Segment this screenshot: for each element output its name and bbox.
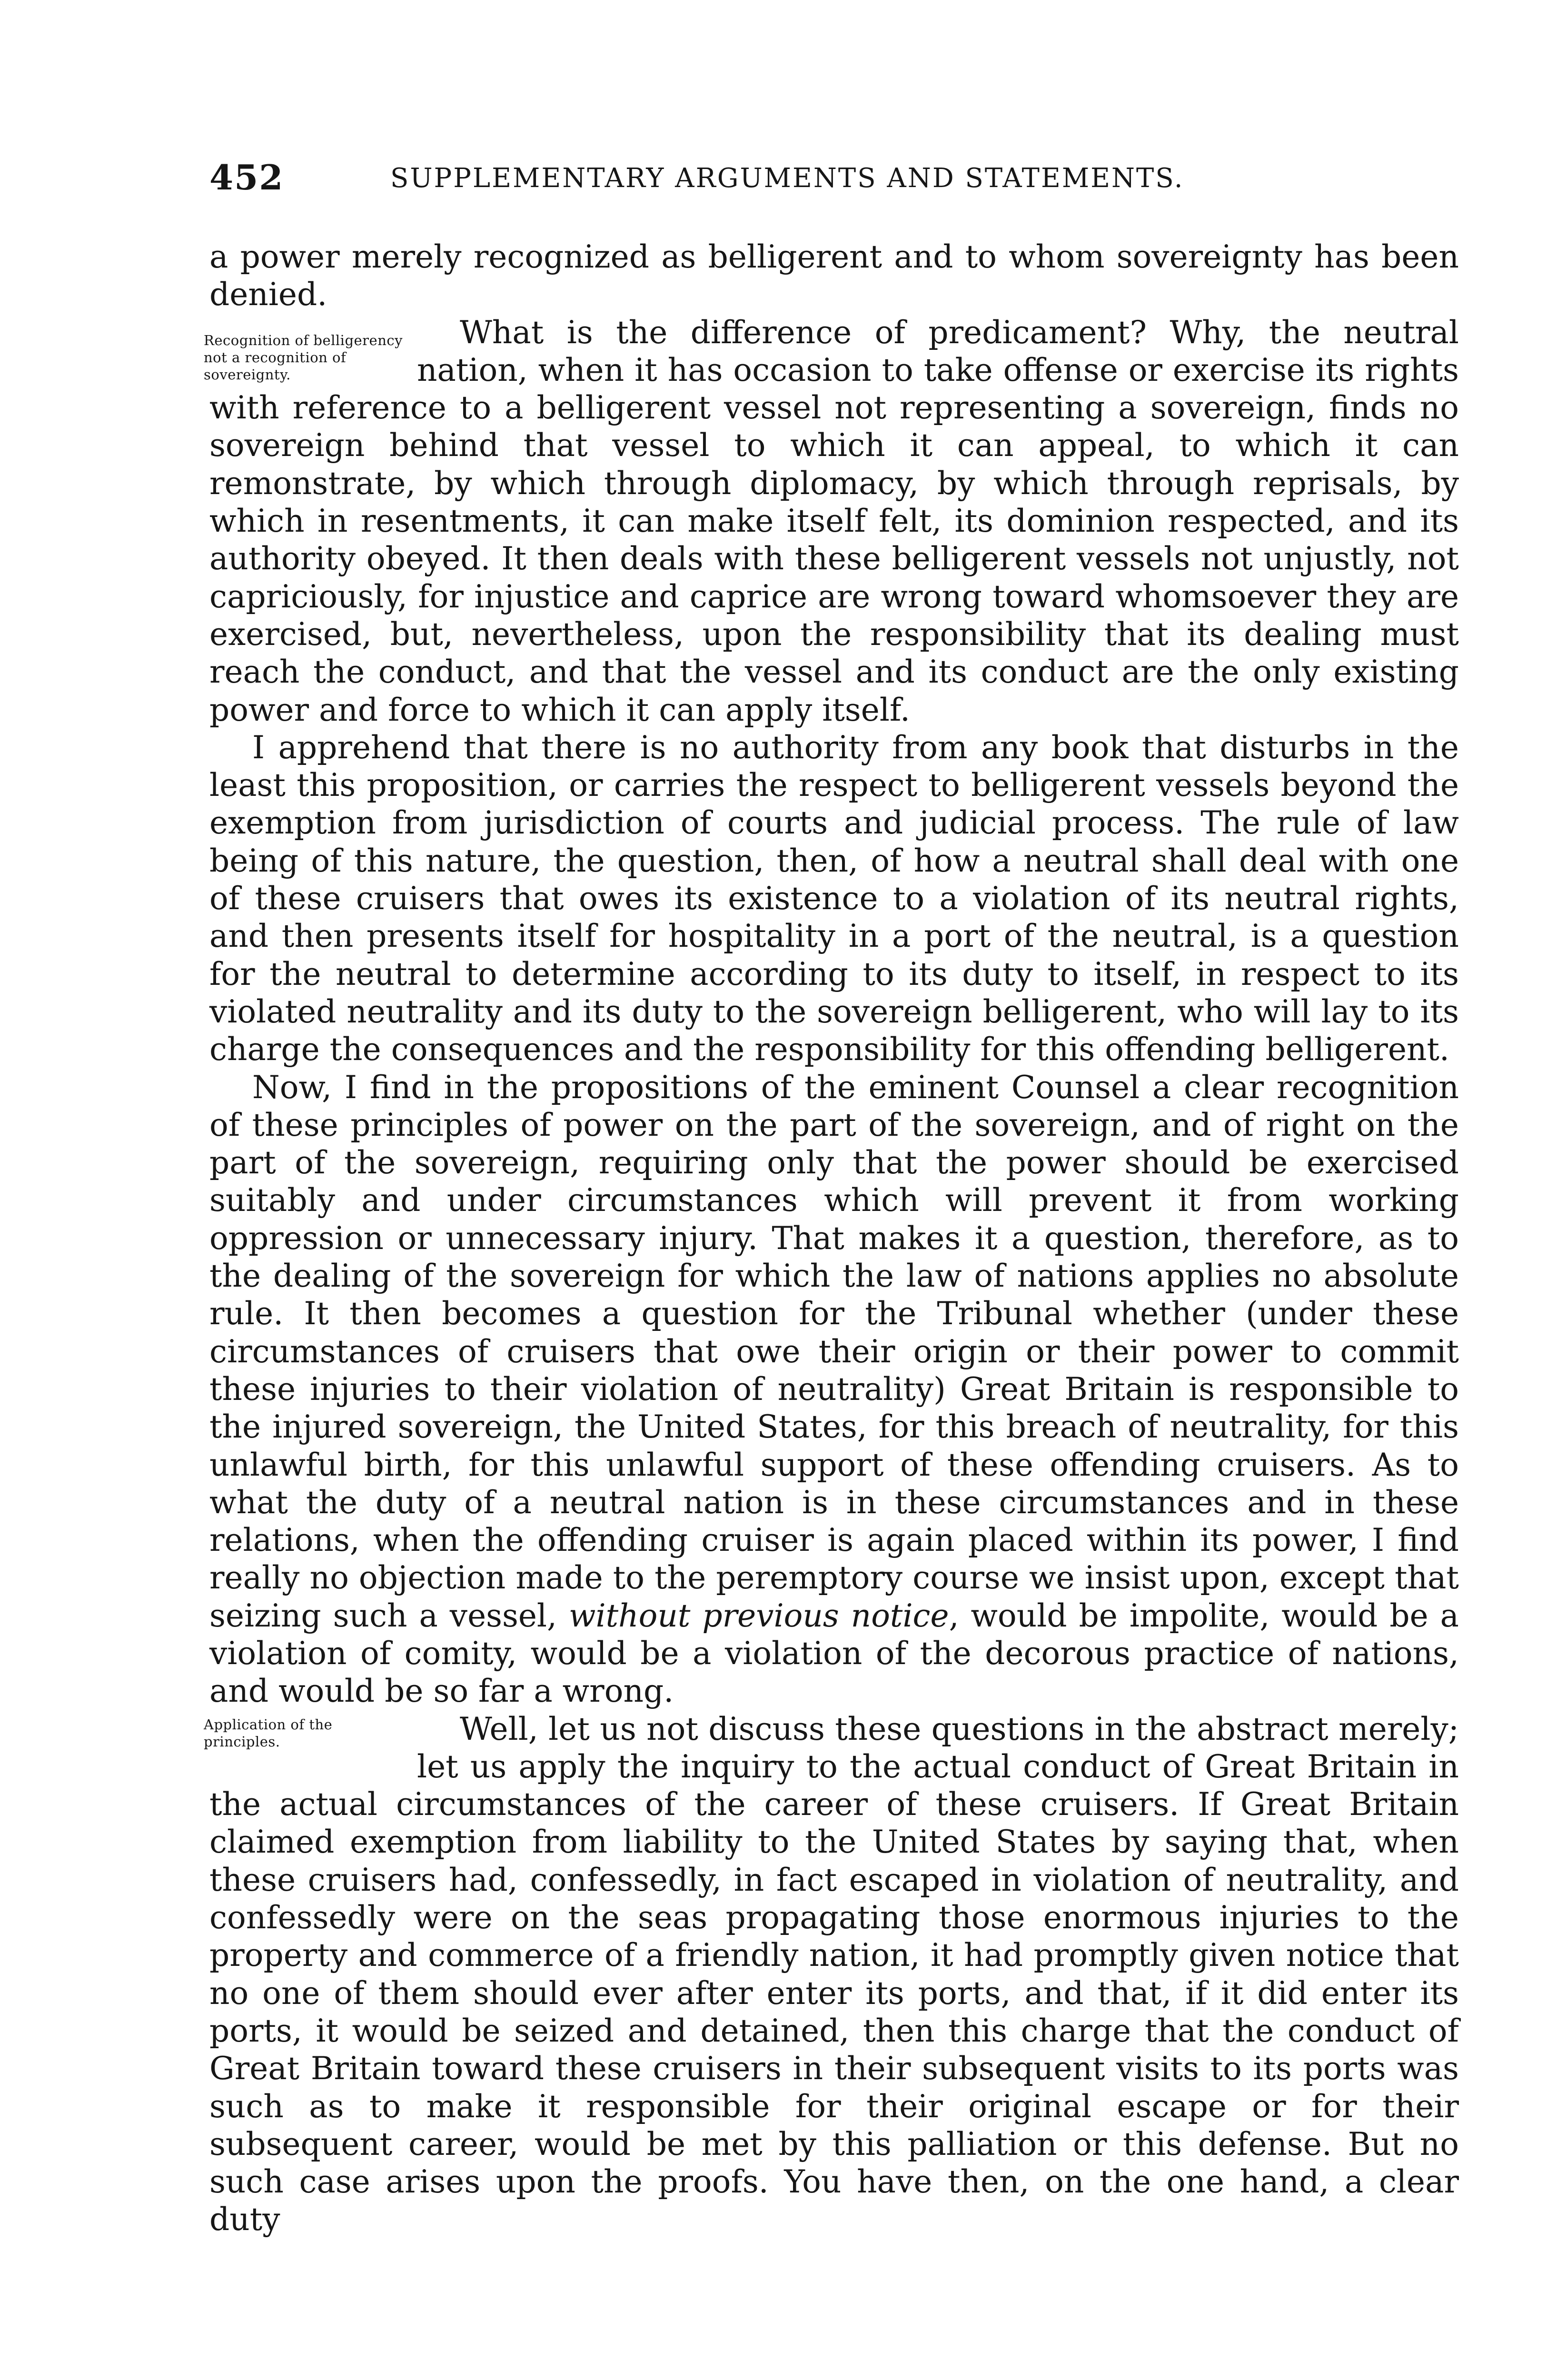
paragraph-5-text: Well, let us not discuss these questions in the abstract merely; let us apply the inquiry to the actual conduct of Great Britain in the actual circumstances of the career of these cruisers. If Great Britain claimed exemption from liability to the United States by saying that, when these cruisers had, confessedly, in fact escaped in violation of neutrality, and confessedly were on the seas propagating those enormous injuries to the property and commerce of a friendly nation, it had promptly given notice that no one of them should ever after enter its ports, and that, if it did enter its ports, it would be seized and detained, then this charge that the conduct of Great Britain toward these cruisers in their subsequent visits to its ports was such as to make it responsible for their original escape or for their subsequent career, would be met by this palliation or this defense. But no such case arises upon the proofs. You have then, on the one hand, a clear duty <box>209 1710 1459 2238</box>
sidenote-application: Application of the principles. <box>204 1716 333 1750</box>
sidenote-recognition: Recognition of belligerency not a recognition of sovereignty. <box>204 332 403 383</box>
page-number: 452 <box>209 157 284 198</box>
paragraph-1: a power merely recognized as belligerent and to whom sovereignty has been denied. <box>209 238 1459 313</box>
running-title: SUPPLEMENTARY ARGUMENTS AND STATEMENTS. <box>390 163 1184 194</box>
paragraph-4-text-b: , would be impolite, would be a violation of comity, would be a violation of the decorous practice of nations, and would be so far a wrong. <box>209 1597 1459 1710</box>
body-text <box>204 238 1459 2239</box>
paragraph-2-text: What is the difference of predicament? Why, the neutral nation, when it has occasion to take offense or exercise its rights with reference to a belligerent vessel not representing a sovereign, finds no sovereign behind that vessel to which it can appeal, to which it can remonstrate, by which through diplomacy, by which through reprisals, by which in resentments, it can make itself felt, its dominion respected, and its authority obeyed. It then deals with these belligerent vessels not unjustly, not capriciously, for injustice and caprice are wrong toward whomsoever they are exercised, but, nevertheless, upon the responsibility that its dealing must reach the conduct, and that the vessel and its conduct are the only existing power and force to which it can apply itself. <box>209 314 1459 728</box>
paragraph-2 <box>204 314 1459 729</box>
paragraph-3: I apprehend that there is no authority from any book that disturbs in the least this proposition, or carries the respect to belligerent vessels beyond the exemption from jurisdiction of courts and judicial process. The rule of law being of this nature, the question, then, of how a neutral shall deal with one of these cruisers that owes its existence to a violation of its neutral rights, and then presents itself for hospitality in a port of the neutral, is a question for the neutral to determine according to its duty to itself, in respect to its violated neutrality and its duty to the sovereign belligerent, who will lay to its charge the consequences and the responsibility for this offending belligerent. <box>209 729 1459 1068</box>
paragraph-4 <box>209 1069 1459 1710</box>
paragraph-4-italic: without previous notice <box>568 1597 949 1634</box>
paragraph-4-text-a: Now, I find in the propositions of the eminent Counsel a clear recognition of these principles of power on the part of the sovereign, and of right on the part of the sovereign, requiring only that the power should be exercised suitably and under circumstances which will prevent it from working oppression or unnecessary injury. That makes it a question, therefore, as to the dealing of the sovereign for which the law of nations applies no absolute rule. It then becomes a question for the Tribunal whether (under these circumstances of cruisers that owe their origin or their power to commit these injuries to their violation of neutrality) Great Britain is responsible to the injured sovereign, the United States, for this breach of neutrality, for this unlawful birth, for this unlawful support of these offending cruisers. As to what the duty of a neutral nation is in these circumstances and in these relations, when the offending cruiser is again placed within its power, I find really no objection made to the peremptory course we insist upon, except that seizing such a vessel, <box>209 1069 1459 1634</box>
paragraph-5 <box>204 1710 1459 2239</box>
page-header <box>209 157 1447 200</box>
